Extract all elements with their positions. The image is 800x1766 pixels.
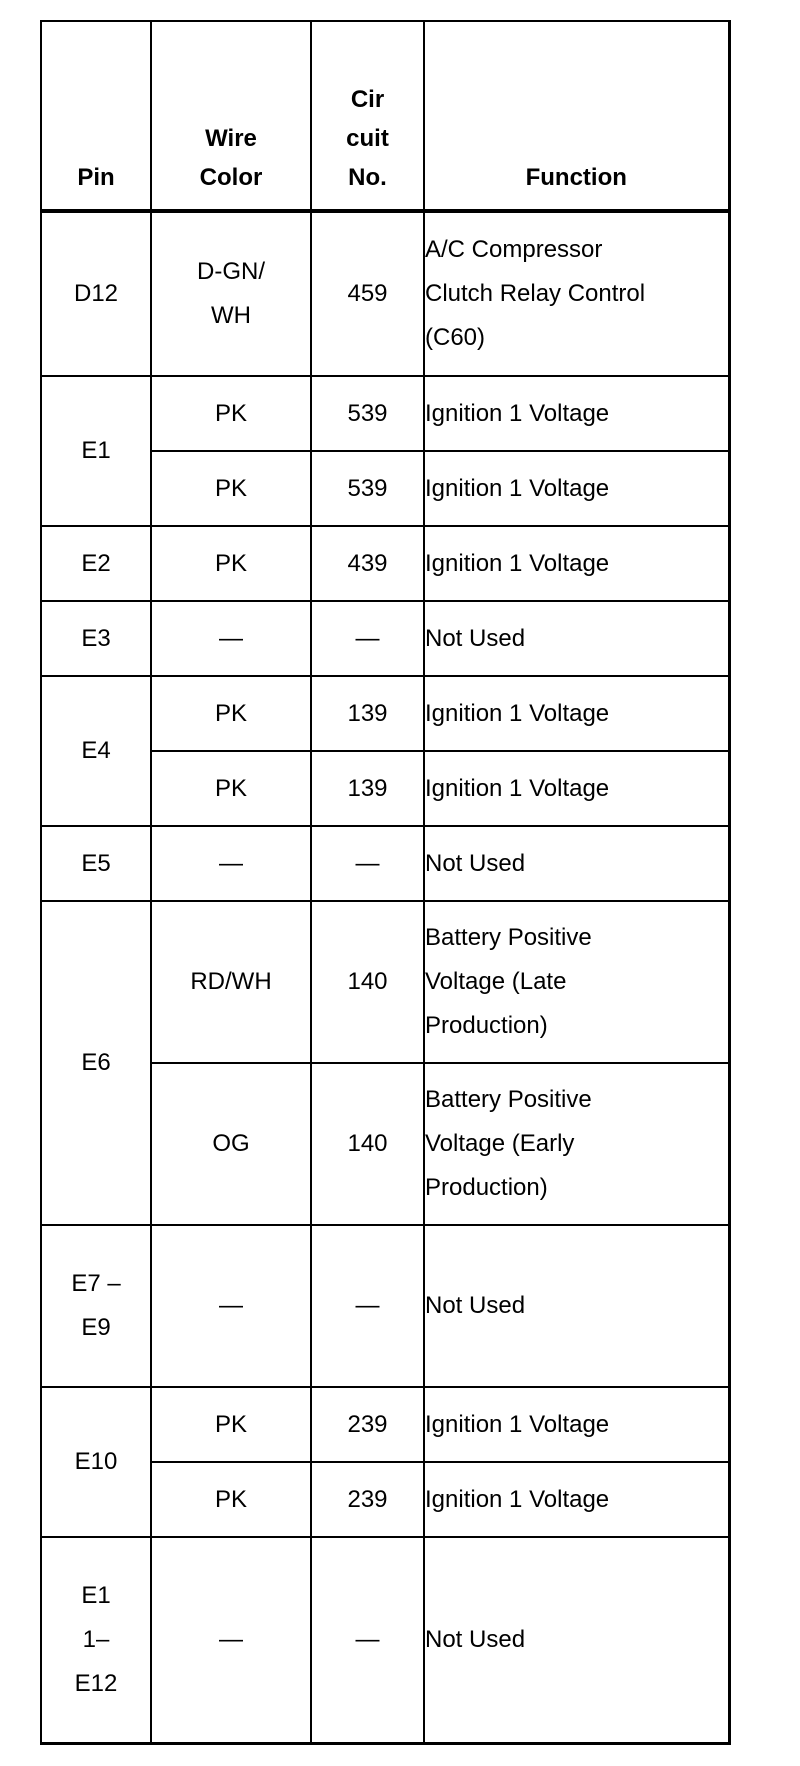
function-cell: Ignition 1 Voltage	[424, 451, 729, 526]
circuit-cell: —	[311, 1225, 424, 1387]
circuit-cell: 539	[311, 451, 424, 526]
table-row	[41, 526, 729, 601]
wire-color-cell: —	[151, 601, 311, 676]
circuit-cell: —	[311, 826, 424, 901]
function-cell: Ignition 1 Voltage	[424, 1462, 729, 1537]
wire-color-cell: —	[151, 1225, 311, 1387]
function-cell: Ignition 1 Voltage	[424, 1387, 729, 1462]
pin-cell: E2	[41, 526, 151, 601]
table-row	[41, 1225, 729, 1387]
circuit-cell: 439	[311, 526, 424, 601]
pin-cell: E10	[41, 1387, 151, 1537]
header-wire-color: Wire Color	[151, 21, 311, 211]
pin-cell: E4	[41, 676, 151, 826]
circuit-cell: —	[311, 601, 424, 676]
wire-color-cell: RD/WH	[151, 901, 311, 1063]
function-cell: Not Used	[424, 826, 729, 901]
function-cell: Ignition 1 Voltage	[424, 751, 729, 826]
function-cell: Ignition 1 Voltage	[424, 526, 729, 601]
circuit-cell: 239	[311, 1387, 424, 1462]
wire-color-cell: PK	[151, 526, 311, 601]
circuit-cell: 539	[311, 376, 424, 451]
pin-cell: E7 –E9	[41, 1225, 151, 1387]
function-cell: A/C Compressor Clutch Relay Control (C60)	[424, 211, 729, 376]
table-row	[41, 1537, 729, 1743]
wire-color-cell: PK	[151, 451, 311, 526]
circuit-cell: 459	[311, 211, 424, 376]
wire-color-cell: PK	[151, 1462, 311, 1537]
wire-color-cell: PK	[151, 376, 311, 451]
circuit-cell: 139	[311, 676, 424, 751]
wire-color-cell: D-GN/ WH	[151, 211, 311, 376]
pin-cell: E1 1– E12	[41, 1537, 151, 1743]
table-row	[41, 211, 729, 376]
function-cell: Not Used	[424, 601, 729, 676]
function-cell: Not Used	[424, 1537, 729, 1743]
circuit-cell: —	[311, 1537, 424, 1743]
function-cell: Ignition 1 Voltage	[424, 676, 729, 751]
pin-cell: E5	[41, 826, 151, 901]
table-row	[41, 676, 729, 751]
circuit-cell: 239	[311, 1462, 424, 1537]
wire-color-cell: OG	[151, 1063, 311, 1225]
table-row	[41, 1387, 729, 1462]
circuit-cell: 139	[311, 751, 424, 826]
pin-table	[40, 20, 731, 1745]
pin-cell: E6	[41, 901, 151, 1225]
wire-color-cell: PK	[151, 751, 311, 826]
pin-cell: E3	[41, 601, 151, 676]
pin-cell: E1	[41, 376, 151, 526]
function-cell: Battery Positive Voltage (Late Production)	[424, 901, 729, 1063]
circuit-cell: 140	[311, 901, 424, 1063]
header-function: Function	[424, 21, 729, 211]
function-cell: Not Used	[424, 1225, 729, 1387]
wire-color-cell: —	[151, 1537, 311, 1743]
table-row	[41, 601, 729, 676]
function-cell: Ignition 1 Voltage	[424, 376, 729, 451]
function-cell: Battery Positive Voltage (Early Production)	[424, 1063, 729, 1225]
wire-color-cell: PK	[151, 1387, 311, 1462]
table-row	[41, 826, 729, 901]
header-pin: Pin	[41, 21, 151, 211]
wire-color-cell: —	[151, 826, 311, 901]
table-row	[41, 901, 729, 1063]
circuit-cell: 140	[311, 1063, 424, 1225]
pin-cell: D12	[41, 211, 151, 376]
wire-color-cell: PK	[151, 676, 311, 751]
header-circuit-no: Cir cuit No.	[311, 21, 424, 211]
table-row	[41, 376, 729, 451]
header-row	[41, 21, 729, 211]
